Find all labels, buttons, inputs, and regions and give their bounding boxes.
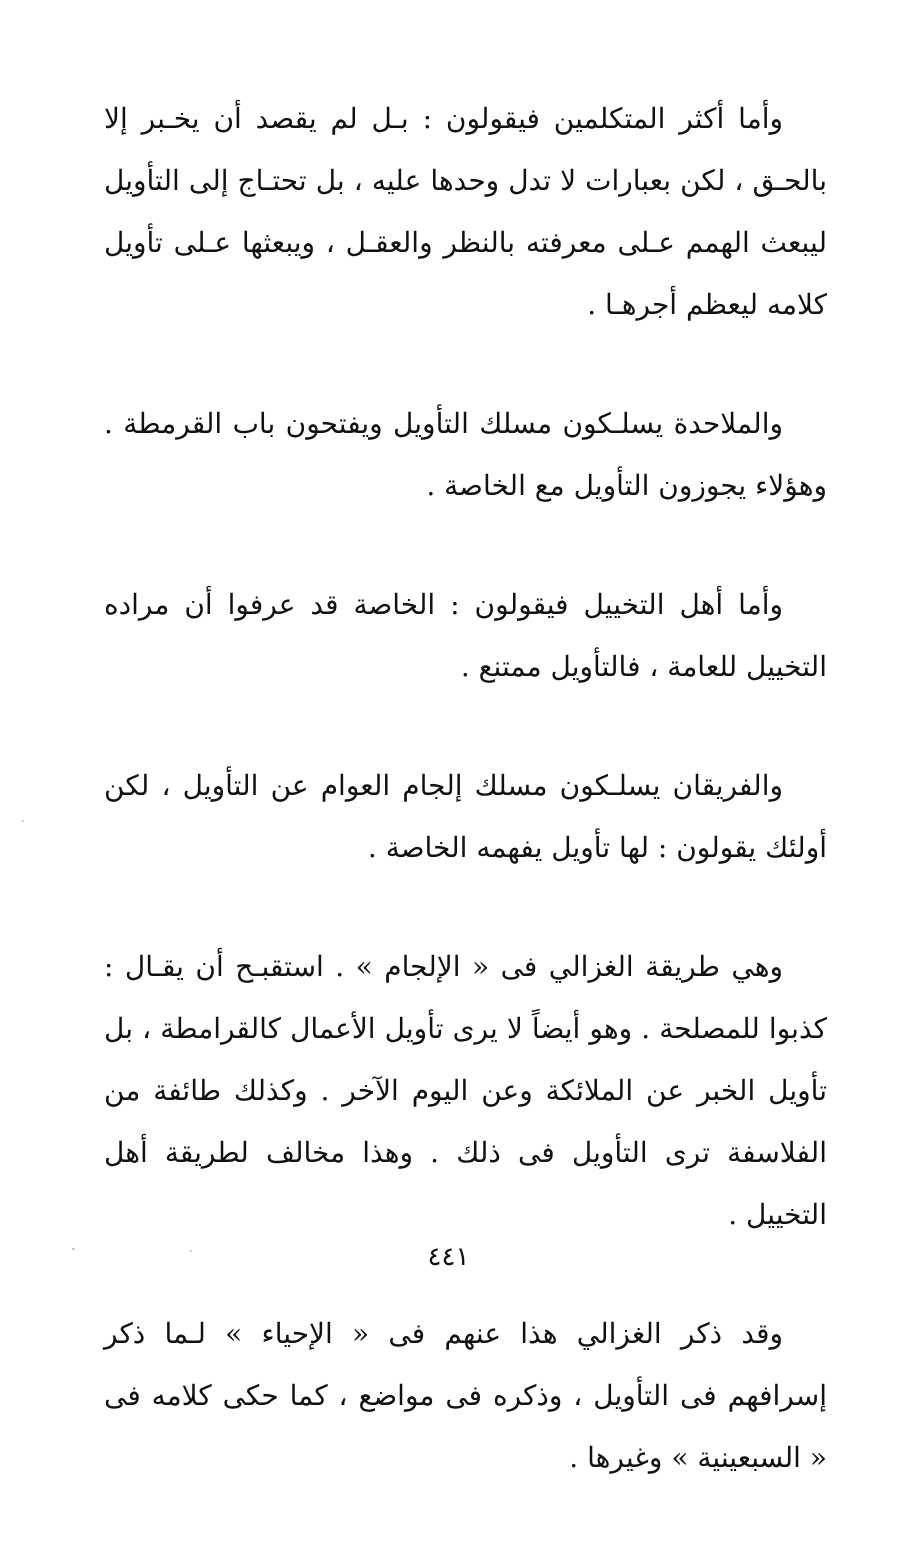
paragraph-1: وأما أكثر المتكلمين فيقولون : بـل لم يقصد أن يخـبر إلا بالحـق ، لكن بعبارات لا تدل وحدها عليه ، بل تحتـاج إلى التأويل ليبعث الهمم عـلى معرفته بالنظر والعقـل ، ويبعثها عـلى تأويل كلامه ليعظم أجرهـا .: [104, 102, 827, 321]
paragraph-3: وأما أهل التخييل فيقولون : الخاصة قد عرفوا أن مراده التخييل للعامة ، فالتأويل ممتنع .: [104, 588, 827, 683]
body-text: [104, 88, 827, 1546]
scan-speck: [22, 820, 24, 822]
page-number: ٤٤١: [427, 1242, 470, 1272]
paragraph-5: وهي طريقة الغزالي فى « الإلجام » . استقبـح أن يقـال : كذبوا للمصلحة . وهو أيضاً لا يرى تأويل الأعمال كالقرامطة ، بل تأويل الخبر عن الملائكة وعن اليوم الآخر . وكذلك طائفة من الفلاسفة ترى التأويل فى ذلك . وهذا مخالف لطريقة أهل التخييل .: [104, 950, 827, 1231]
paragraph-2: والملاحدة يسلـكون مسلك التأويل ويفتحون باب القرمطة . وهؤلاء يجوزون التأويل مع الخاصة .: [104, 407, 827, 502]
paragraph-6: وقد ذكر الغزالي هذا عنهم فى « الإحياء » لـما ذكر إسرافهم فى التأويل ، وذكره فى مواضع ، كما حكى كلامه فى « السبعينية » وغيرها .: [104, 1317, 827, 1474]
paragraph-4: والفريقان يسلـكون مسلك إلجام العوام عن التأويل ، لكن أولئك يقولون : لها تأويل يفهمه الخاصة .: [104, 769, 827, 864]
